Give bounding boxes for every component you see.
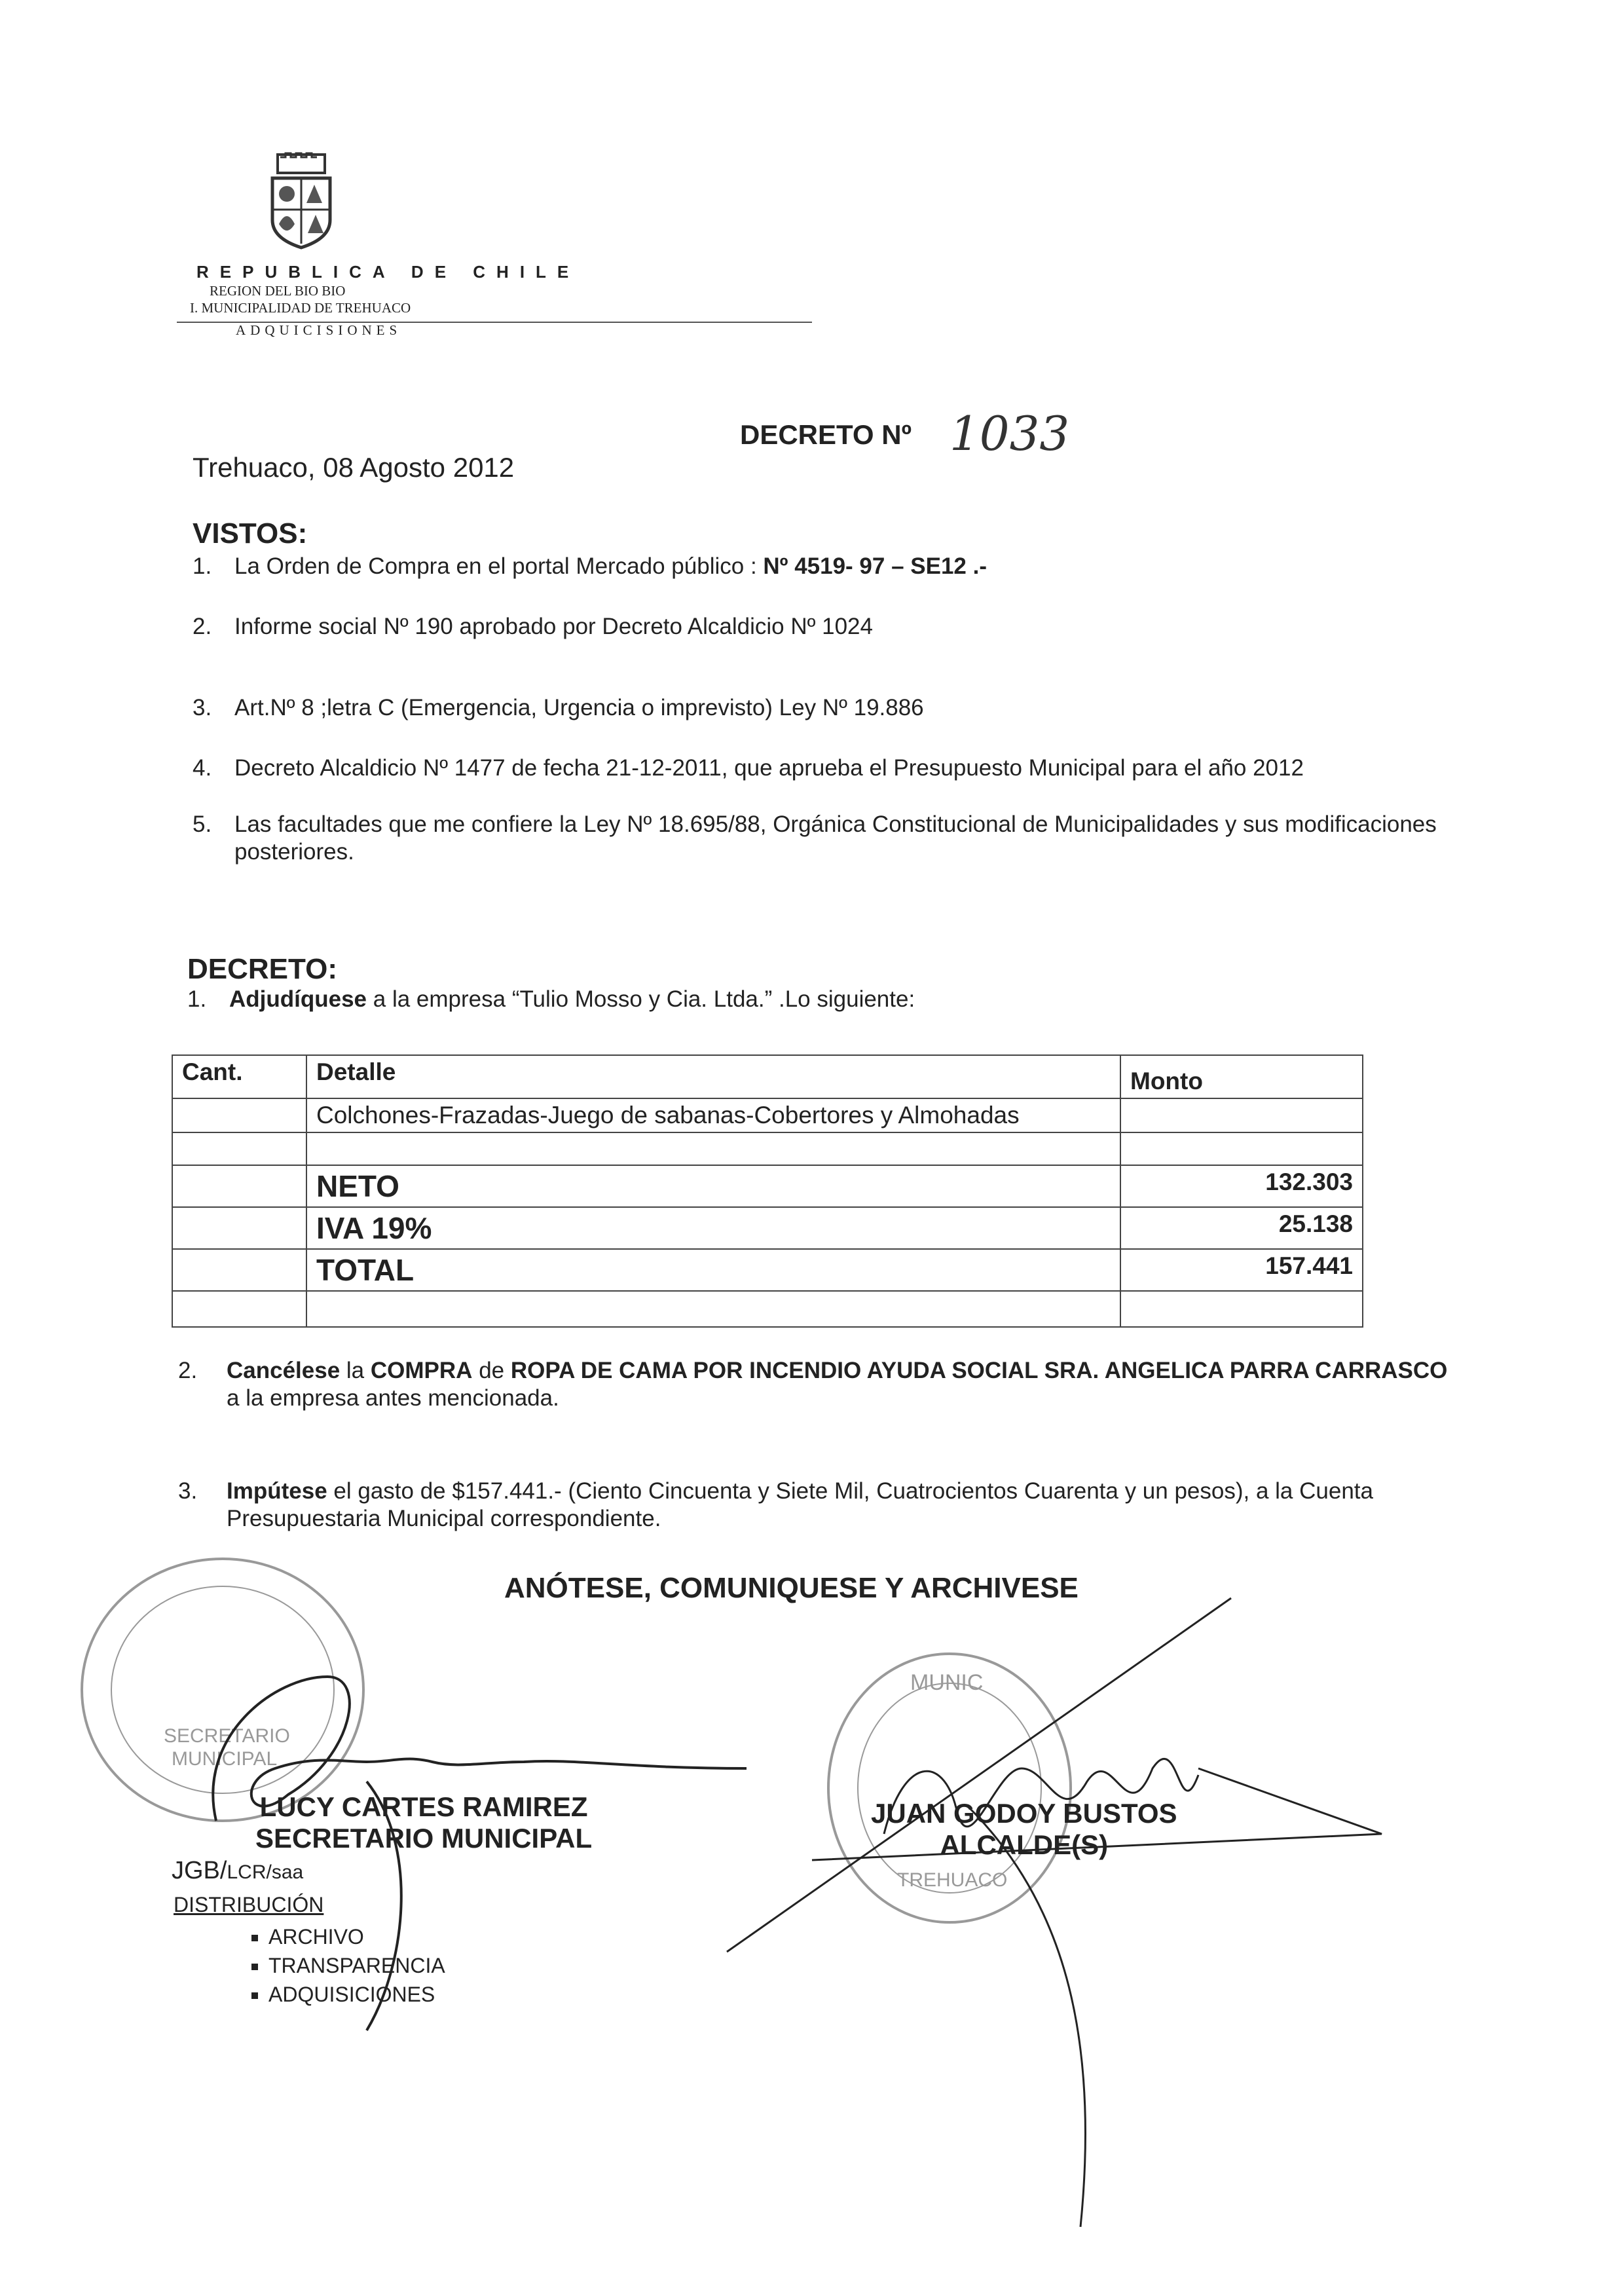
item-text: el gasto de $157.441.- (Ciento Cincuenta y Siete Mil, Cuatrocientos Cuarenta y un pesos), a la Cuenta Presupuestaria Municipal correspondiente. [227, 1478, 1373, 1531]
item-text: a la empresa antes mencionada. [227, 1385, 559, 1411]
letterhead-country: REPUBLICA DE CHILE [196, 262, 580, 282]
header-cant: Cant. [172, 1055, 306, 1098]
secretary-name: LUCY CARTES RAMIREZ [259, 1791, 588, 1822]
svg-text:TREHUACO: TREHUACO [897, 1869, 1008, 1891]
item-number: 3. [178, 1478, 198, 1504]
item-text: Informe social Nº 190 aprobado por Decreto Alcaldicio Nº 1024 [234, 614, 873, 639]
svg-text:SECRETARIO: SECRETARIO [164, 1725, 290, 1747]
distribution-list [216, 1922, 445, 2009]
decreto-heading: DECRETO: [187, 953, 337, 985]
distribution-item: ▪ TRANSPARENCIA [268, 1951, 445, 1980]
item-text: de [479, 1358, 505, 1383]
item-number: 2. [193, 614, 212, 639]
secretary-signature-block [255, 1791, 592, 1854]
letterhead-municipality: I. MUNICIPALIDAD DE TREHUACO [190, 300, 411, 316]
initials-rest: LCR/saa [227, 1861, 304, 1883]
svg-text:MUNICIPAL: MUNICIPAL [172, 1748, 278, 1770]
iva-label: IVA 19% [306, 1207, 1120, 1249]
beneficiary: ROPA DE CAMA POR INCENDIO AYUDA SOCIAL SRA. ANGELICA PARRA CARRASCO [510, 1358, 1448, 1383]
closing-formula: ANÓTESE, COMUNIQUESE Y ARCHIVESE [504, 1572, 1079, 1604]
reference-initials [172, 1857, 303, 1885]
distribution-item: ▪ ADQUISICIONES [268, 1980, 445, 2009]
item-keyword: COMPRA [370, 1358, 473, 1383]
mayor-title: ALCALDE(S) [940, 1829, 1109, 1860]
item-keyword: Impútese [227, 1478, 327, 1504]
mayor-signature-icon [727, 1598, 1382, 2227]
decree-label: DECRETO Nº [740, 419, 912, 450]
decree-number-handwritten: 1033 [950, 406, 1070, 461]
item-text: la [346, 1358, 365, 1383]
svg-text:MUNIC: MUNIC [910, 1670, 984, 1695]
distribution-item: ▪ ARCHIVO [268, 1922, 445, 1951]
purchase-order-number: Nº 4519- 97 – SE12 .- [763, 553, 987, 579]
initials-main: JGB/ [172, 1857, 227, 1884]
detail-cell: Colchones-Frazadas-Juego de sabanas-Cobertores y Almohadas [306, 1098, 1120, 1132]
item-keyword: Cancélese [227, 1358, 341, 1383]
item-keyword: Adjudíquese [229, 986, 367, 1012]
letterhead-region: REGION DEL BIO BIO [210, 283, 346, 299]
place-date: Trehuaco, 08 Agosto 2012 [193, 452, 515, 483]
item-number: 2. [178, 1358, 198, 1383]
total-label: TOTAL [306, 1249, 1120, 1291]
item-number: 3. [193, 695, 212, 720]
header-detalle: Detalle [306, 1055, 1120, 1098]
item-text: La Orden de Compra en el portal Mercado público : [234, 553, 757, 579]
item-text: Decreto Alcaldicio Nº 1477 de fecha 21-12-2011, que aprueba el Presupuesto Municipal para el año 2012 [234, 755, 1304, 781]
secretary-title: SECRETARIO MUNICIPAL [255, 1823, 593, 1854]
distribution-heading: DISTRIBUCIÓN [174, 1893, 324, 1916]
secretary-stamp-icon [82, 1559, 363, 1821]
mayor-name: JUAN GODOY BUSTOS [871, 1798, 1177, 1829]
item-number: 4. [193, 755, 212, 781]
item-text: Las facultades que me confiere la Ley Nº 18.695/88, Orgánica Constitucional de Municipalidades y sus modificaciones posteriores. [234, 812, 1437, 865]
item-number: 5. [193, 812, 212, 837]
iva-value: 25.138 [1120, 1207, 1363, 1249]
header-monto: Monto [1120, 1055, 1363, 1098]
letterhead-department: ADQUICISIONES [236, 322, 402, 338]
neto-label: NETO [306, 1165, 1120, 1207]
total-value: 157.441 [1120, 1249, 1363, 1291]
neto-value: 132.303 [1120, 1165, 1363, 1207]
item-number: 1. [193, 553, 212, 579]
vistos-heading: VISTOS: [193, 517, 308, 550]
item-text: Art.Nº 8 ;letra C (Emergencia, Urgencia o imprevisto) Ley Nº 19.886 [234, 695, 924, 720]
item-number: 1. [187, 986, 207, 1012]
mayor-signature-block [871, 1798, 1177, 1861]
item-text: a la empresa “Tulio Mosso y Cia. Ltda.” .Lo siguiente: [373, 986, 915, 1012]
